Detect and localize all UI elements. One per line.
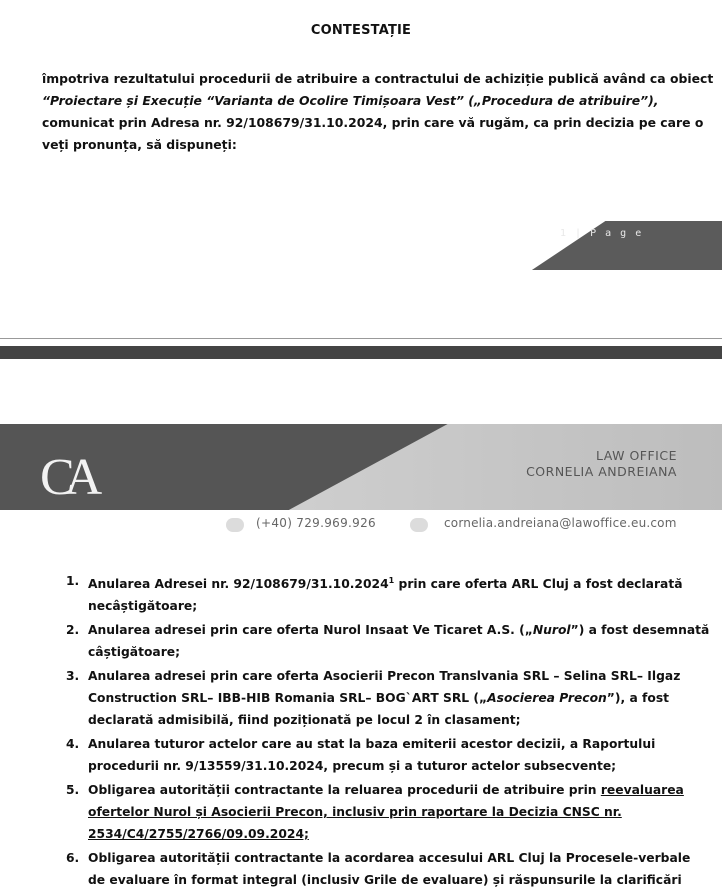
list-line: Construction SRL– IBB-HIB Romania SRL– BOG`ART SRL („Asocierea Precon”), a fost [88, 691, 670, 706]
list-line: Anularea Adresei nr. 92/108679/31.10.2024$^1$ prin care oferta ARL Cluj a fost declarată [88, 576, 683, 592]
page-number: 1 | P a g e [560, 228, 643, 239]
list-number: 2. [66, 623, 80, 638]
requests-list [62, 570, 710, 893]
list-item [62, 665, 681, 731]
list-line: de evaluare în format integral (inclusiv Grile de evaluare) și răspunsurile la clarificări [88, 873, 682, 888]
intro-paragraph [42, 68, 714, 156]
list-number: 4. [66, 737, 80, 752]
list-item [62, 733, 662, 777]
ca-logo: CA [40, 449, 93, 506]
firm-name [526, 448, 677, 480]
phone-icon [226, 518, 244, 532]
list-number: 1. [66, 574, 80, 588]
page-divider-line [0, 338, 722, 339]
list-line: câștigătoare; [88, 645, 181, 660]
firm-line-2: CORNELIA ANDREIANA [526, 464, 677, 479]
list-number: 5. [66, 783, 80, 798]
list-item [62, 779, 684, 845]
list-line: procedurii nr. 9/13559/31.10.2024, precum și a tuturor actelor subsecvente; [88, 759, 617, 774]
list-line: Obligarea autorității contractante la reluarea procedurii de atribuire prin reevaluarea [88, 783, 684, 798]
email-address: cornelia.andreiana@lawoffice.eu.com [444, 516, 677, 530]
document-title: CONTESTAȚIE [310, 23, 412, 38]
page-divider-band [0, 346, 722, 359]
intro-line-1: împotriva rezultatului procedurii de atribuire a contractului de achiziție publică având ca obiect [42, 71, 714, 86]
list-line: ofertelor Nurol și Asocierii Precon, inclusiv prin raportare la Decizia CNSC nr. [88, 805, 622, 820]
list-line: Anularea adresei prin care oferta Asocierii Precon Translvania SRL – Selina SRL– Ilgaz [88, 669, 681, 684]
phone-number: (+40) 729.969.926 [256, 516, 376, 530]
list-number: 3. [66, 669, 80, 684]
list-line: necâștigătoare; [88, 599, 198, 614]
list-line: Anularea tuturor actelor care au stat la baza emiterii acestor decizii, a Raportului [88, 737, 656, 752]
firm-line-1: LAW OFFICE [596, 448, 677, 463]
email-icon [410, 518, 428, 532]
intro-line-3: comunicat prin Adresa nr. 92/108679/31.10.2024, prin care vă rugăm, ca prin decizia pe care o [42, 115, 704, 130]
list-line: declarată admisibilă, fiind poziționată pe locul 2 în clasament; [88, 713, 521, 728]
list-line: 2534/C4/2755/2766/09.09.2024; [88, 827, 309, 842]
list-line: Anularea adresei prin care oferta Nurol Insaat Ve Ticaret A.S. („Nurol”) a fost desemnată [88, 623, 710, 638]
list-number: 6. [66, 851, 80, 866]
intro-line-4: veți pronunța, să dispuneți: [42, 137, 237, 152]
list-line: Obligarea autorității contractante la acordarea accesului ARL Cluj la Procesele-verbale [88, 851, 691, 866]
list-item [62, 847, 691, 891]
list-item [62, 570, 683, 617]
contact-bar [226, 516, 686, 536]
intro-line-2: “Proiectare și Execuție “Varianta de Ocolire Timișoara Vest” („Procedura de atribuire”), [42, 93, 659, 108]
list-item [62, 619, 710, 663]
